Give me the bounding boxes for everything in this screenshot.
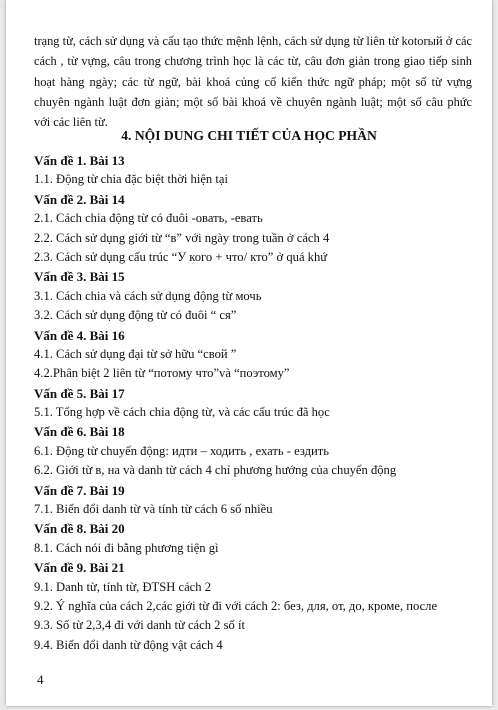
topic-heading: Vấn đề 5. Bài 17 [34, 385, 125, 401]
content-item: 7.1. Biến đổi danh từ và tính từ cách 6 số nhiều [34, 502, 273, 517]
topic-heading: Vấn đề 3. Bài 15 [34, 269, 125, 285]
content-item: 9.1. Danh từ, tính từ, ĐTSH cách 2 [34, 579, 211, 594]
content-item: 9.3. Số từ 2,3,4 đi với danh từ cách 2 số ít [34, 618, 245, 633]
content-item: 6.1. Động từ chuyển động: идти – ходить , ехать - ездить [34, 443, 330, 458]
topic-heading: Vấn đề 2. Bài 14 [34, 191, 125, 207]
content-item: 9.4. Biến đổi danh từ động vật cách 4 [34, 637, 223, 652]
content-item: 4.2.Phân biệt 2 liên từ “потому что”và “поэтому” [34, 366, 290, 381]
content-item: 2.2. Cách sử dụng giới từ “в” với ngày trong tuần ở cách 4 [34, 230, 330, 245]
content-item: 5.1. Tổng hợp về cách chia động từ, và các cấu trúc đã học [34, 405, 330, 420]
content-item: 3.2. Cách sử dụng động từ có đuôi “ ся” [34, 308, 237, 323]
intro-paragraph: trạng từ, cách sử dụng và cấu tạo thức mệnh lệnh, cách sử dụng từ liên từ kotorый ở các cách , từ vựng, câu trong chương trình học là các từ, câu đơn giản trong giao tiếp sinh hoạt hàng ngày; các từ ngữ, bài khoá củng cố kiến thức ngữ pháp; một số từ vựng chuyên ngành luật đơn giản; một số bài khoá về chuyên ngành luật; một số câu phức với các liên từ. [34, 34, 472, 130]
content-item: 9.2. Ý nghĩa của cách 2,các giới từ đi với cách 2: без, для, от, до, кроме, после [34, 598, 438, 613]
topic-heading: Vấn đề 1. Bài 13 [34, 153, 125, 168]
content-item: 1.1. Động từ chia đặc biệt thời hiện tại [34, 172, 228, 187]
content-item: 2.1. Cách chia động từ có đuôi -овать, -евать [34, 211, 263, 226]
topic-heading: Vấn đề 9. Bài 21 [34, 560, 125, 576]
content-item: 2.3. Cách sử dụng cấu trúc “У кого + что/ кто” ở quá khứ [34, 249, 328, 264]
topic-heading: Vấn đề 4. Bài 16 [34, 327, 125, 343]
document-page [6, 0, 492, 706]
topic-heading: Vấn đề 8. Bài 20 [34, 521, 125, 537]
page-number: 4 [37, 672, 44, 687]
content-item: 3.1. Cách chia và cách sử dụng động từ мочь [34, 288, 262, 303]
content-item: 4.1. Cách sử dụng đại từ sở hữu “свой ” [34, 346, 237, 361]
content-list [34, 151, 474, 655]
section-heading: 4. NỘI DUNG CHI TIẾT CỦA HỌC PHẦN [121, 128, 377, 143]
content-item: 8.1. Cách nói đi bằng phương tiện gì [34, 540, 219, 555]
content-item: 6.2. Giới từ в, на và danh từ cách 4 chỉ phương hướng của chuyển động [34, 463, 397, 478]
topic-heading: Vấn đề 7. Bài 19 [34, 482, 125, 498]
topic-heading: Vấn đề 6. Bài 18 [34, 424, 125, 440]
